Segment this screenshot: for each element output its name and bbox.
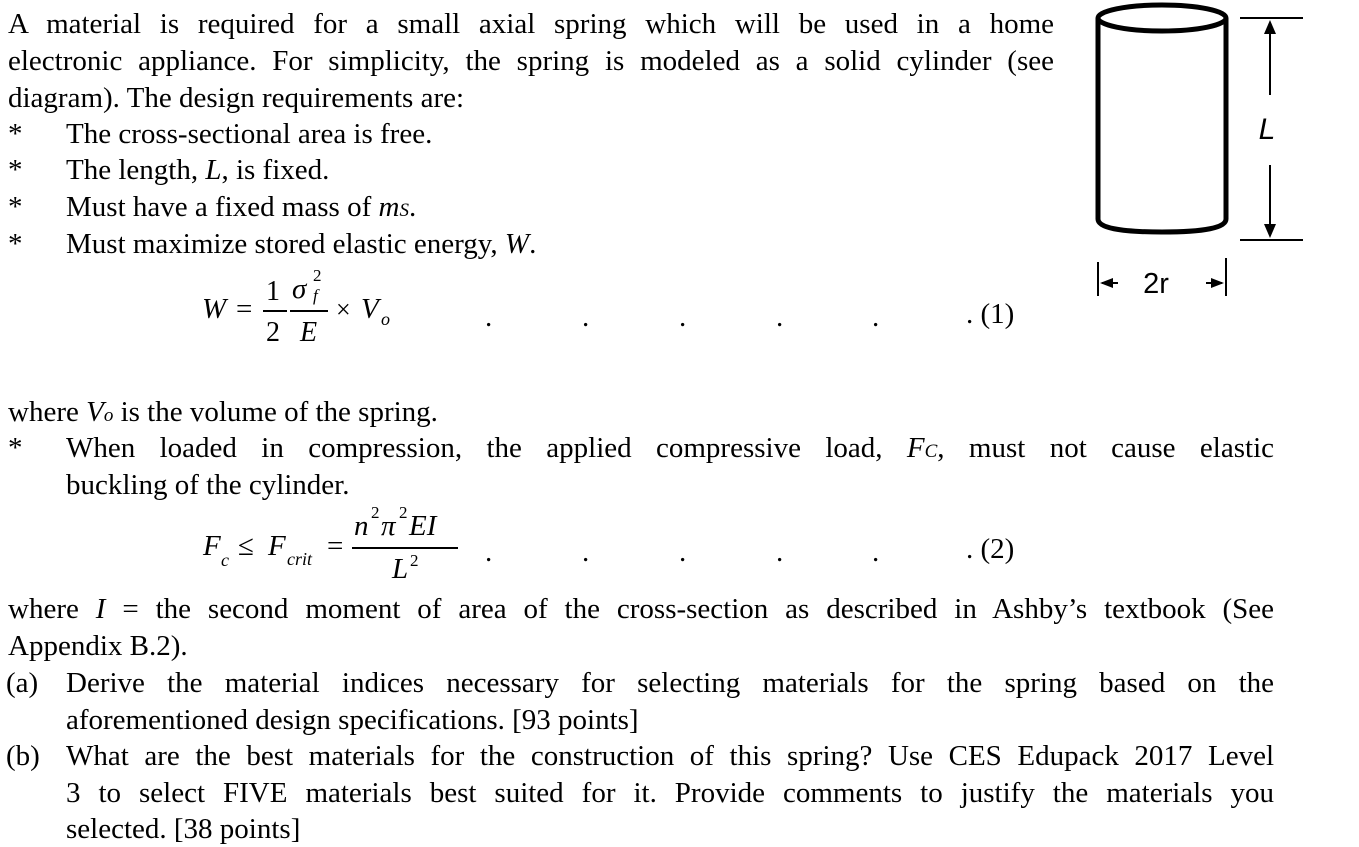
eq2-fcrit: F: [268, 530, 286, 562]
eq1-sigma: σ: [292, 273, 307, 305]
leader-dot: .: [776, 536, 784, 568]
where-volume-line: where Vo is the volume of the spring.: [8, 396, 438, 428]
eq2-num-sup-n: 2: [371, 503, 380, 522]
eq2-fraction-bar: [352, 547, 458, 549]
eq1-volume-sub: o: [381, 309, 390, 329]
eq1-frac1-den: 2: [266, 317, 280, 348]
cylinder-top-ellipse: [1098, 5, 1226, 31]
eq2-num-n: n: [354, 510, 369, 542]
width-label: 2r: [1143, 268, 1169, 300]
eq2-fc-sub: c: [221, 550, 229, 570]
leader-dot: .: [872, 536, 880, 568]
intro-line-3: diagram). The design requirements are:: [8, 82, 465, 114]
requirement-fixed-mass: Must have a fixed mass of mS.: [66, 191, 417, 223]
leader-dot: .: [776, 301, 784, 333]
part-b-line-1: What are the best materials for the construction of this spring? Use CES Edupack 2017 Level: [66, 740, 1274, 772]
eq1-volume: V: [361, 293, 379, 325]
leader-dot: .: [582, 301, 590, 333]
bullet-star: *: [8, 118, 23, 150]
bullet-star: *: [8, 154, 23, 186]
where-inertia-line-2: Appendix B.2).: [8, 630, 188, 662]
part-a-label: (a): [6, 667, 39, 699]
leader-dot: .: [872, 301, 880, 333]
eq2-fcrit-sub: crit: [287, 549, 312, 569]
cylinder-body: [1098, 18, 1226, 232]
bullet-star: *: [8, 432, 23, 464]
leader-dot: .: [485, 301, 493, 333]
eq2-leq: ≤: [238, 530, 254, 562]
requirement-length-fixed: The length, L, is fixed.: [66, 154, 330, 186]
eq2-den-sup: 2: [410, 551, 419, 570]
leader-dot: .: [582, 536, 590, 568]
eq2-den-l: L: [392, 553, 409, 585]
part-a-line-2: aforementioned design specifications. [93 points]: [66, 704, 639, 736]
eq1-frac2-den: E: [300, 317, 318, 348]
part-a-line-1: Derive the material indices necessary for selecting materials for the spring based on the: [66, 667, 1274, 699]
eq2-equals: =: [327, 530, 344, 562]
compression-line-1: When loaded in compression, the applied compressive load, FC, must not cause elastic: [66, 432, 1274, 464]
eq1-sigma-sub: f: [313, 286, 318, 305]
width-arrow-left-icon: [1100, 278, 1113, 288]
cylinder-diagram: [1080, 0, 1359, 310]
where-inertia-line-1: where I = the second moment of area of the cross-section as described in Ashby’s textbook (See: [8, 593, 1274, 625]
part-b-label: (b): [6, 740, 40, 772]
eq2-num-ei: EI: [409, 510, 437, 542]
requirement-max-energy: Must maximize stored elastic energy, W.: [66, 228, 537, 260]
eq1-frac1-num: 1: [266, 276, 280, 307]
leader-dot: .: [485, 536, 493, 568]
eq2-number: . (2): [966, 533, 1015, 565]
eq1-lhs: W: [202, 293, 227, 325]
width-arrow-right-icon: [1211, 278, 1224, 288]
intro-line-1: A material is required for a small axial spring which will be used in a home: [8, 8, 1054, 40]
part-b-line-3: selected. [38 points]: [66, 813, 301, 845]
length-arrow-up-icon: [1264, 20, 1276, 34]
part-b-line-2: 3 to select FIVE materials best suited for it. Provide comments to justify the materials you: [66, 777, 1274, 809]
length-label: L: [1258, 113, 1276, 146]
eq1-frac1-bar: [263, 310, 287, 312]
bullet-star: *: [8, 191, 23, 223]
eq2-fc: F: [203, 530, 221, 562]
eq1-sigma-sup: 2: [313, 266, 322, 285]
leader-dot: .: [679, 301, 687, 333]
length-arrow-down-icon: [1264, 224, 1276, 238]
eq1-frac2-bar: [290, 310, 328, 312]
eq1-number: . (1): [966, 298, 1015, 330]
bullet-star: *: [8, 228, 23, 260]
eq2-num-pi: π: [381, 510, 396, 542]
leader-dot: .: [679, 536, 687, 568]
eq1-times: ×: [336, 295, 351, 324]
eq1-equals: =: [236, 293, 253, 325]
eq2-num-sup-pi: 2: [399, 503, 408, 522]
intro-line-2: electronic appliance. For simplicity, the spring is modeled as a solid cylinder (see: [8, 45, 1054, 77]
compression-line-2: buckling of the cylinder.: [66, 469, 350, 501]
requirement-area-free: The cross-sectional area is free.: [66, 118, 433, 150]
